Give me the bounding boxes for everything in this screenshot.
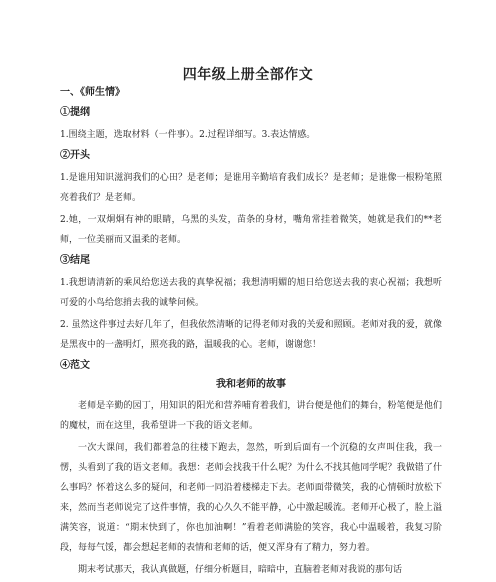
ending-heading: ③结尾 (60, 255, 90, 266)
outline-heading: ①提纲 (60, 107, 90, 118)
document-body (60, 86, 442, 582)
document-title: 四年级上册全部作文 (182, 67, 314, 83)
essay-paragraph-1: 老师是辛勤的园丁，用知识的阳光和营养哺育着我们，讲台便是他们的舞台，粉笔便是他们的魔杖，而在这里，我希望讲一下我的语文老师。 (60, 401, 442, 431)
sample-heading: ④范文 (60, 360, 90, 371)
outline-text: 1.围绕主题，选取材料（一件事）。2.过程详细写。3.表达情感。 (60, 130, 316, 140)
ending-paragraph-1: 1.我想请清新的乘风给您送去我的真挚祝福；我想清明媚的旭日给您送去我的衷心祝福；我想听可爱的小鸟给您捎去我的诚挚问候。 (60, 278, 442, 308)
essay-paragraph-3: 期末考试那天，我认真做题，仔细分析题目，暗暗中，直脑着老师对我说的那句话 (78, 565, 403, 575)
essay-paragraph-2: 一次大课间，我们都着急的往楼下跑去，忽然，听到后面有一个沉稳的女声叫住我，我一愣，头看到了我的语文老师。我想：老师会找我干什么呢？为什么不找其他同学呢？我做错了什么事吗？怀着这么多的疑问，和老师一同沿着楼梯走下去。老师面带微笑，我的心情顿时放松下来，然而当老师说完了这件事情，我的心久久不能平静，心中激起暖流。老师开心极了，脸上溢满笑容，说道：“期末快到了，你也加油啊！”看着老师满脸的笑容，我心中温暖着，我复习阶段，每每气馁，都会想起老师的表情和老师的话，便又浑身有了精力，努力着。 (60, 443, 442, 553)
essay-title: 我和老师的故事 (216, 379, 286, 390)
section-heading: 一、《师生情》 (60, 87, 125, 98)
ending-paragraph-2: 2. 虽然这件事过去好几年了，但我依然清晰的记得老师对我的关爱和照顾。老师对我的爱，就像是黑夜中的一盏明灯，照亮我的路，温暖我的心。老师，谢谢您！ (60, 320, 442, 350)
opening-paragraph-2: 2.她，一双炯炯有神的眼睛，乌黑的头发，苗条的身材，嘴角常挂着微笑，她就是我们的**老师，一位美丽而又温柔的老师。 (60, 215, 442, 245)
opening-heading: ②开头 (60, 150, 90, 161)
opening-paragraph-1: 1.是谁用知识滋润我们的心田？是老师；是谁用辛勤培育我们成长？是老师；是谁像一根粉笔照亮着我们？是老师。 (60, 173, 442, 203)
